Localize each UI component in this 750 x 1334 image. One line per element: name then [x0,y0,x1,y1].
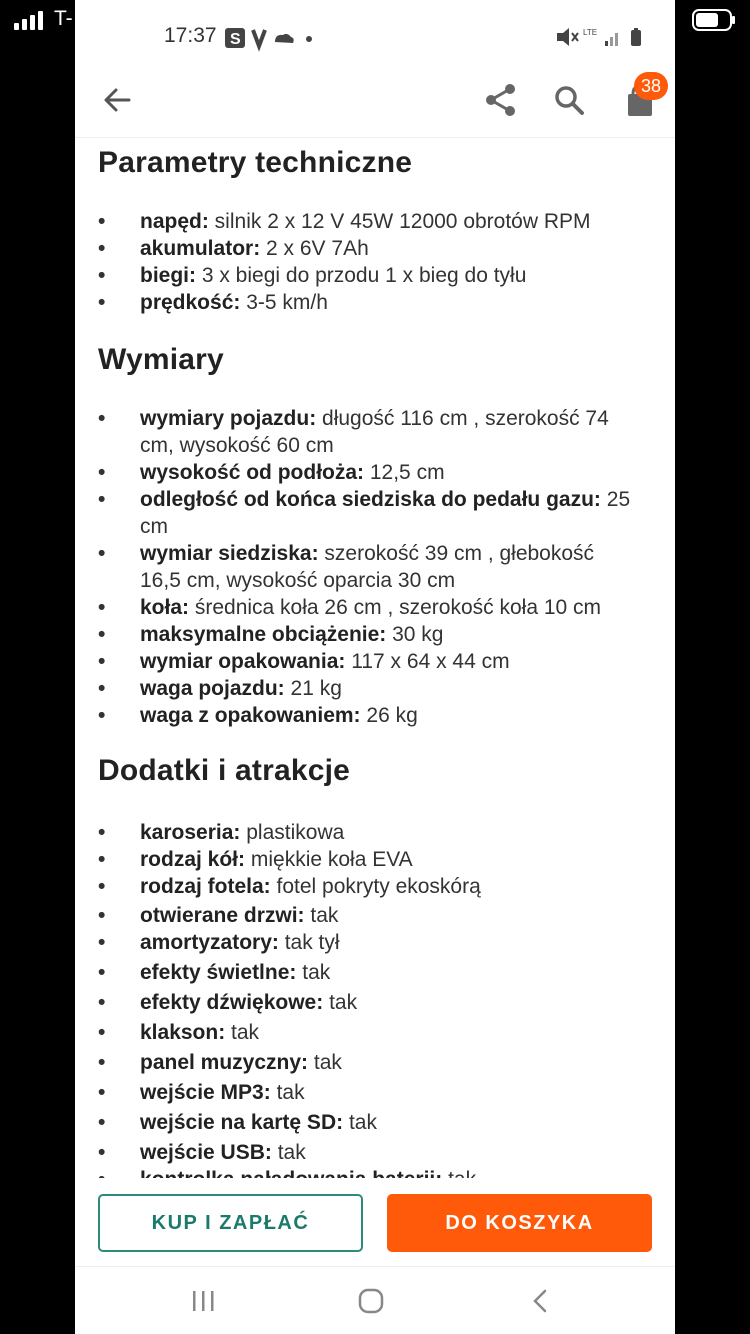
bullet: • [98,461,106,484]
spec-label: wejście USB: [140,1141,272,1164]
purchase-action-bar [75,1178,675,1266]
spec-label: akumulator: [140,237,261,260]
spec-label: odległość od końca siedziska do pedału gazu: [140,488,601,511]
bullet: • [98,821,106,844]
bullet: • [98,931,106,954]
spec-value: miękkie koła EVA [245,848,413,871]
add-to-cart-button[interactable]: DO KOSZYKA [387,1194,652,1252]
spec-value: tak [308,1051,342,1074]
spec-value: plastikowa [240,821,345,844]
spec-label: efekty dźwiękowe: [140,991,324,1014]
spec-label: wysokość od podłoża: [140,461,365,484]
share-icon[interactable] [481,80,521,120]
spec-label: amortyzatory: [140,931,279,954]
recent-apps-icon[interactable] [187,1287,219,1315]
spec-value: 21 kg [284,677,342,700]
spec-value: 3 x biegi do przodu 1 x bieg do tyłu [196,264,527,287]
spec-value: tak [270,1081,305,1104]
spec-label: otwierane drzwi: [140,904,305,927]
spec-value: 25 cm [140,488,631,538]
notification-icons [225,26,325,50]
bullet: • [98,542,106,565]
bullet: • [98,264,106,287]
bullet: • [98,488,106,511]
bullet: • [98,904,106,927]
spec-label: biegi: [140,264,196,287]
back-icon[interactable] [525,1285,555,1317]
bullet: • [98,677,106,700]
spec-label: waga z opakowaniem: [140,704,361,727]
bullet: • [98,1141,106,1164]
bullet: • [98,704,106,727]
spec-label: wymiary pojazdu: [140,407,317,430]
spec-label: koła: [140,596,190,619]
cart-count-badge: 38 [634,72,668,100]
section-title: Parametry techniczne [98,146,413,179]
spec-value: tak [323,991,358,1014]
spec-label: rodzaj kół: [140,848,246,871]
spec-label: maksymalne obciążenie: [140,623,387,646]
android-status-bar [75,0,675,70]
spec-label: panel muzyczny: [140,1051,309,1074]
bullet: • [98,848,106,871]
spec-label: klakson: [140,1021,226,1044]
spec-value: tak [304,904,339,927]
carrier-name: T- [54,7,73,30]
spec-value: średnica koła 26 cm , szerokość koła 10 cm [189,596,602,619]
back-arrow-icon[interactable] [99,82,135,118]
spec-label: wymiar siedziska: [140,542,319,565]
bullet: • [98,596,106,619]
bullet: • [98,1111,106,1134]
bullet: • [98,1021,106,1044]
spec-label: napęd: [140,210,209,233]
spec-value: 3-5 km/h [240,291,328,314]
spec-value: tak [225,1021,260,1044]
spec-label: rodzaj fotela: [140,875,271,898]
buy-and-pay-button[interactable]: KUP I ZAPŁAĆ [98,1194,363,1252]
spec-value: silnik 2 x 12 V 45W 12000 obrotów RPM [208,210,591,233]
spec-label: prędkość: [140,291,241,314]
spec-value: tak [343,1111,377,1134]
spec-label: wejście na kartę SD: [140,1111,344,1134]
bullet: • [98,1081,106,1104]
svg-text:LTE: LTE [583,28,598,37]
spec-value: 117 x 64 x 44 cm [345,650,510,673]
phone-screen [75,0,675,1334]
bullet: • [98,650,106,673]
search-icon[interactable] [549,80,589,120]
spec-label: waga pojazdu: [140,677,285,700]
spec-label: wejście MP3: [140,1081,271,1104]
bullet: • [98,623,106,646]
cellular-signal-icon [14,10,50,30]
spec-value: fotel pokryty ekoskórą [270,875,481,898]
status-time: 17:37 [164,24,217,47]
bullet: • [98,875,106,898]
section-title: Dodatki i atrakcje [98,754,351,787]
bullet: • [98,961,106,984]
spec-label: karoseria: [140,821,241,844]
battery-icon [692,9,736,31]
spec-value: 30 kg [386,623,444,646]
spec-value: szerokość 39 cm , głebokość 16,5 cm, wysokość oparcia 30 cm [140,542,595,592]
section-title: Wymiary [98,343,224,376]
spec-value: tak [296,961,331,984]
app-toolbar [75,70,675,138]
spec-value: tak tył [278,931,340,954]
bullet: • [98,1051,106,1074]
spec-value: 26 kg [360,704,418,727]
spec-value: tak [271,1141,306,1164]
bullet: • [98,237,106,260]
spec-label: wymiar opakowania: [140,650,346,673]
system-navigation-bar [75,1266,675,1334]
product-specification[interactable] [75,138,675,1178]
bullet: • [98,407,106,430]
spec-value: 2 x 6V 7Ah [260,237,369,260]
home-icon[interactable] [355,1285,387,1317]
spec-value: długość 116 cm , szerokość 74 cm, wysokość 60 cm [140,407,609,457]
bullet: • [98,991,106,1014]
spec-value: 12,5 cm [364,461,445,484]
bullet: • [98,291,106,314]
svg-text:S: S [230,31,241,48]
status-system-icons [555,25,647,49]
spec-label: efekty świetlne: [140,961,297,984]
bullet: • [98,210,106,233]
